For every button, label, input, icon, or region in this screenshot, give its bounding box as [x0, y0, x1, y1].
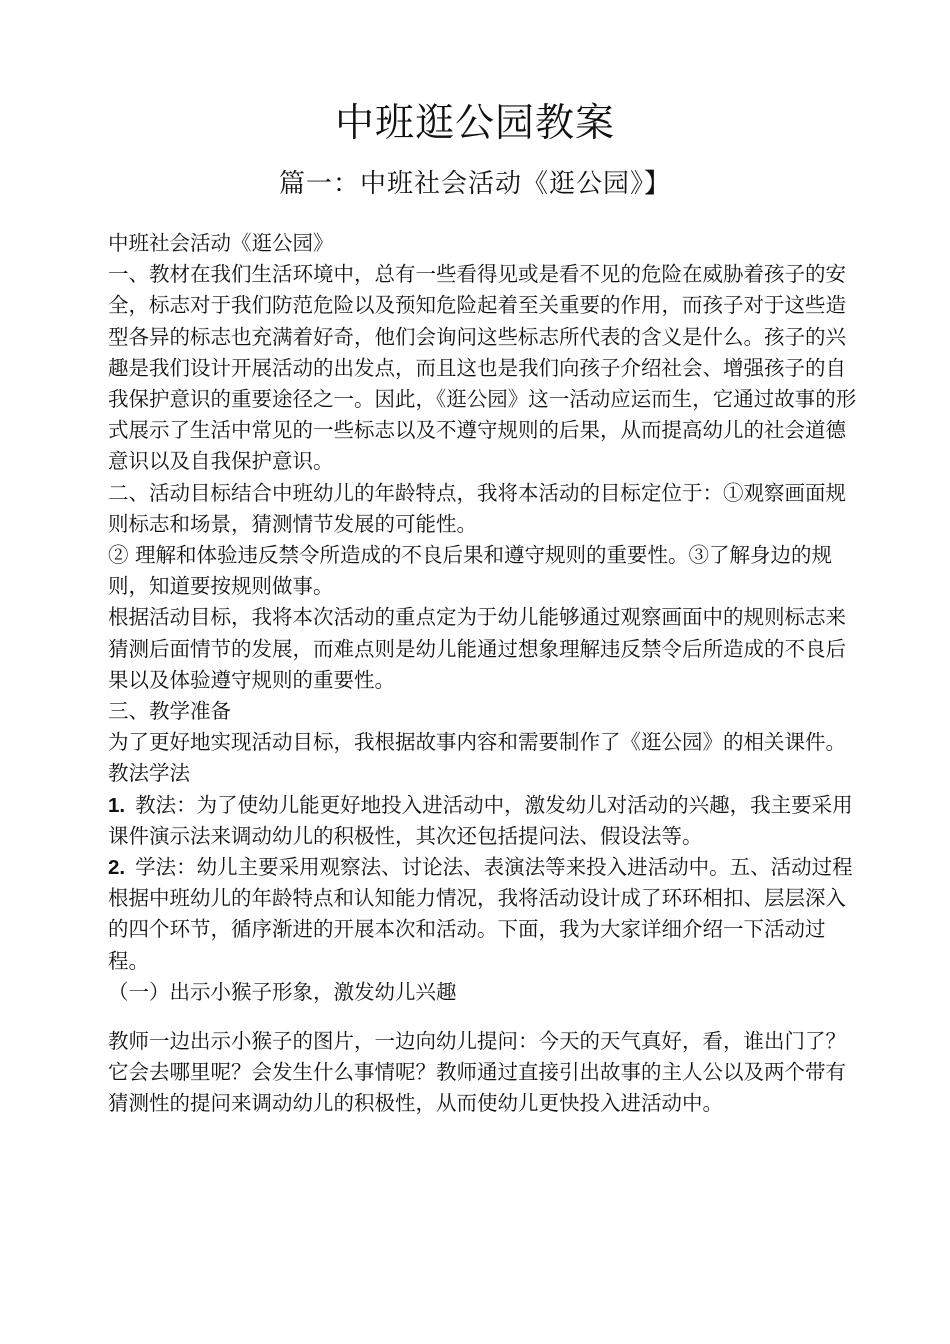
item-number: 1. [108, 793, 126, 817]
numbered-item-learning-method [108, 852, 858, 977]
item-number: 2. [108, 856, 126, 880]
paragraph-key-points: 根据活动目标，我将本次活动的重点定为于幼儿能够通过观察画面中的规则标志来猜测后面情节的发展，而难点则是幼儿能通过想象理解违反禁令后所造成的不良后果以及体验遵守规则的重要性。 [108, 605, 846, 692]
document-title: 中班逛公园教案 [334, 101, 615, 146]
item-text: 教法：为了使幼儿能更好地投入进活动中，激发幼儿对活动的兴趣，我主要采用课件演示法来调动幼儿的积极性，其次还包括提问法、假设法等。 [108, 792, 853, 848]
paragraph-activity-goals: 二、活动目标结合中班幼儿的年龄特点，我将本活动的目标定位于：①观察画面规则标志和场景，猜测情节发展的可能性。 [108, 480, 846, 536]
section-heading: （一）出示小猴子形象，激发幼儿兴趣 [108, 979, 457, 1004]
paragraph-activity-name: 中班社会活动《逛公园》 [108, 231, 334, 255]
document-body [108, 228, 858, 1120]
document-subtitle: 篇一：中班社会活动《逛公园》】 [278, 169, 671, 199]
paragraph-closing: 教师一边出示小猴子的图片，一边向幼儿提问：今天的天气真好，看，谁出门了？它会去哪里呢？会发生什么事情呢？教师通过直接引出故事的主人公以及两个带有猜测性的提问来调动幼儿的积极性，从而使幼儿更快投入进活动中。 [108, 1029, 846, 1116]
paragraph-preparation: 为了更好地实现活动目标，我根据故事内容和需要制作了《逛公园》的相关课件。 [108, 730, 846, 755]
paragraph-methods-heading: 教法学法 [108, 761, 190, 786]
paragraph-teaching-material: 一、教材在我们生活环境中，总有一些看得见或是看不见的危险在威胁着孩子的安全，标志对于我们防范危险以及预知危险起着至关重要的作用，而孩子对于这些造型各异的标志也充满着好奇，他们会询问这些标志所代表的含义是什么。孩子的兴趣是我们设计开展活动的出发点，而且这也是我们向孩子介绍社会、增强孩子的自我保护意识的重要途径之一。因此，《逛公园》这一活动应运而生，它通过故事的形式展示了生活中常见的一些标志以及不遵守规则的后果，从而提高幼儿的社会道德意识以及自我保护意识。 [108, 262, 857, 474]
numbered-item-teaching-method [108, 790, 858, 852]
paragraph-goals-continued: ② 理解和体验违反禁令所造成的不良后果和遵守规则的重要性。③了解身边的规则，知道要按规则做事。 [108, 543, 833, 599]
item-text: 学法：幼儿主要采用观察法、讨论法、表演法等来投入进活动中。五、活动过程根据中班幼儿的年龄特点和认知能力情况，我将活动设计成了环环相扣、层层深入的四个环节，循序渐进的开展本次和活动。下面，我为大家详细介绍一下活动过程。 [108, 855, 853, 973]
paragraph-preparation-heading: 三、教学准备 [108, 699, 231, 724]
